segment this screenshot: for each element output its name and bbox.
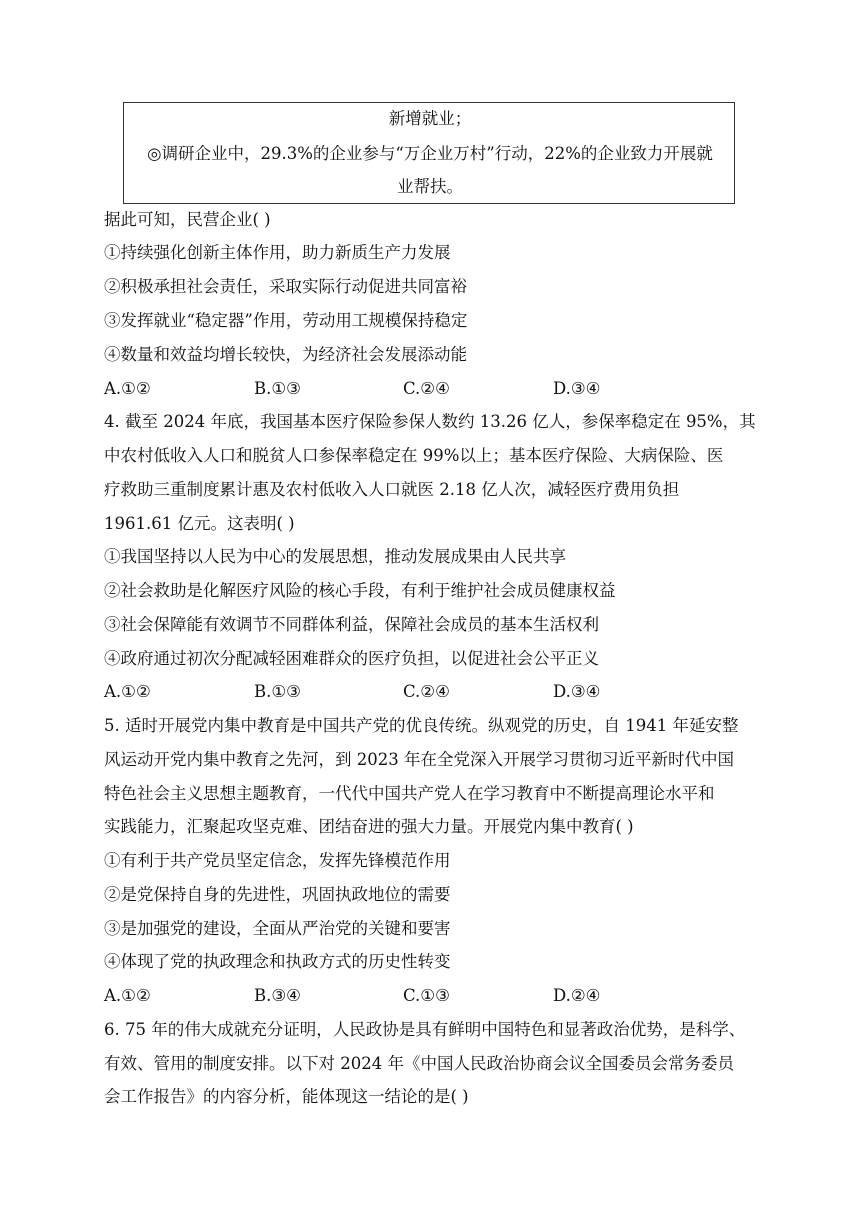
q4-option-a[interactable]: A.①② (104, 682, 151, 701)
q3-statement-3: ③发挥就业“稳定器”作用，劳动用工规模保持稳定 (104, 311, 468, 330)
q4-text-line: 中农村低收入人口和脱贫人口参保率稳定在 99%以上；基本医疗保险、大病保险、医 (104, 446, 724, 465)
q4-text-line: 1961.61 亿元。这表明( ) (104, 514, 295, 533)
q3-option-d[interactable]: D.③④ (553, 379, 601, 398)
q4-option-d[interactable]: D.③④ (553, 682, 601, 701)
q6-text-line: 会工作报告》的内容分析，能体现这一结论的是( ) (104, 1087, 469, 1106)
q4-statement-3: ③社会保障能有效调节不同群体利益，保障社会成员的基本生活权利 (104, 615, 599, 634)
q5-text-line: 5. 适时开展党内集中教育是中国共产党的优良传统。纵观党的历史，自 1941 年延安整 (104, 716, 739, 735)
q3-statement-2: ②积极承担社会责任，采取实际行动促进共同富裕 (104, 277, 467, 296)
q5-text-line: 实践能力，汇聚起攻坚克难、团结奋进的强大力量。开展党内集中教育( ) (104, 817, 634, 836)
q5-option-d[interactable]: D.②④ (553, 986, 601, 1005)
material-line: 新增就业； (388, 109, 472, 128)
q5-option-a[interactable]: A.①② (104, 986, 151, 1005)
q3-option-c[interactable]: C.②④ (403, 379, 450, 398)
q3-stem: 据此可知，民营企业( ) (104, 210, 271, 229)
q5-statement-1: ①有利于共产党员坚定信念，发挥先锋模范作用 (104, 851, 451, 870)
q5-text-line: 风运动开党内集中教育之先河，到 2023 年在全党深入开展学习贯彻习近平新时代中国 (104, 750, 734, 769)
q5-text-line: 特色社会主义思想主题教育，一代代中国共产党人在学习教育中不断提高理论水平和 (104, 784, 715, 803)
q4-option-b[interactable]: B.①③ (254, 682, 301, 701)
q5-statement-4: ④体现了党的执政理念和执政方式的历史性转变 (104, 952, 451, 971)
q4-statement-4: ④政府通过初次分配减轻困难群众的医疗负担，以促进社会公平正义 (104, 649, 599, 668)
q5-statement-3: ③是加强党的建设，全面从严治党的关键和要害 (104, 919, 451, 938)
q4-statement-2: ②社会救助是化解医疗风险的核心手段，有利于维护社会成员健康权益 (104, 581, 616, 600)
q5-option-c[interactable]: C.①③ (403, 986, 450, 1005)
q3-option-a[interactable]: A.①② (104, 379, 151, 398)
q3-option-b[interactable]: B.①③ (254, 379, 301, 398)
q4-text-line: 4. 截至 2024 年底，我国基本医疗保险参保人数约 13.26 亿人，参保率稳定在 95%，其 (104, 412, 756, 431)
material-line: ◎调研企业中，29.3%的企业参与“万企业万村”行动，22%的企业致力开展就 (147, 144, 713, 163)
material-box (123, 102, 735, 204)
q3-statement-1: ①持续强化创新主体作用，助力新质生产力发展 (104, 243, 451, 262)
q4-text-line: 疗救助三重制度累计惠及农村低收入人口就医 2.18 亿人次，减轻医疗费用负担 (104, 480, 680, 499)
q4-option-c[interactable]: C.②④ (403, 682, 450, 701)
q6-text-line: 有效、管用的制度安排。以下对 2024 年《中国人民政治协商会议全国委员会常务委员 (104, 1054, 734, 1073)
q3-statement-4: ④数量和效益均增长较快，为经济社会发展添动能 (104, 345, 467, 364)
q5-statement-2: ②是党保持自身的先进性，巩固执政地位的需要 (104, 885, 451, 904)
q4-statement-1: ①我国坚持以人民为中心的发展思想，推动发展成果由人民共享 (104, 547, 566, 566)
material-line: 业帮扶。 (397, 177, 463, 196)
q6-text-line: 6. 75 年的伟大成就充分证明，人民政协是具有鲜明中国特色和显著政治优势，是科学、 (104, 1020, 746, 1039)
q5-option-b[interactable]: B.③④ (254, 986, 301, 1005)
